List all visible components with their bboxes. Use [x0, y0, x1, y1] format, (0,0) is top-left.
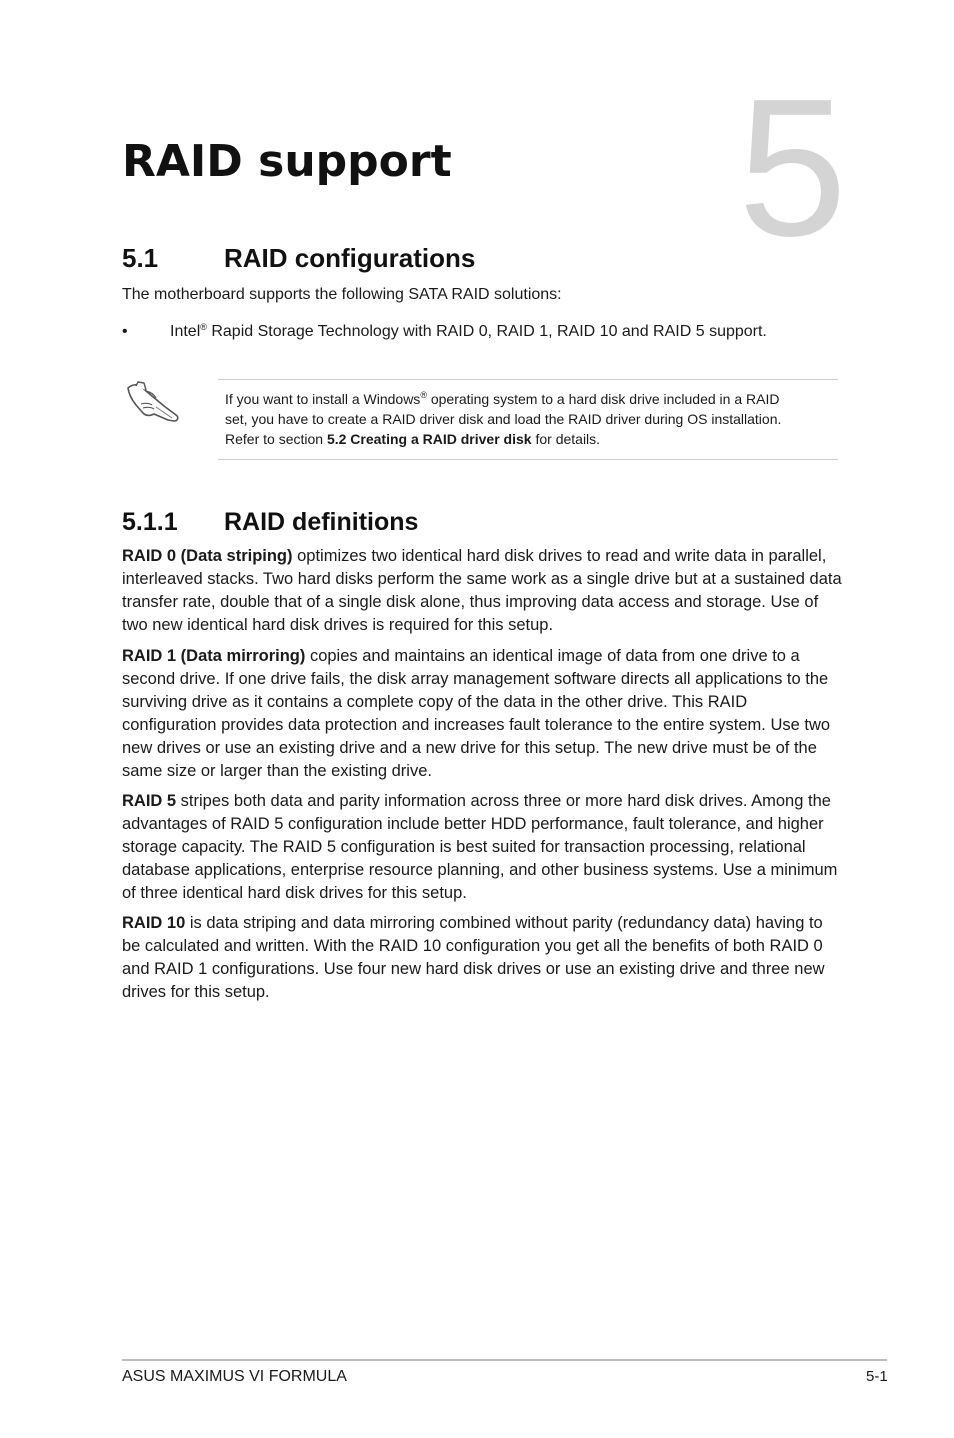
note-section-reference: 5.2 Creating a RAID driver disk: [326, 431, 532, 447]
section-heading: [122, 243, 475, 274]
bullet-text: Rapid Storage Technology with RAID 0, RAID 1, RAID 10 and RAID 5 support.: [206, 323, 767, 340]
subsection-number: 5.1.1: [122, 508, 178, 536]
section-number: 5.1: [122, 243, 159, 273]
note-top-rule: [218, 379, 838, 380]
note-text: for details.: [531, 431, 601, 447]
note-bottom-rule: [218, 459, 838, 460]
definition-text: optimizes two identical hard disk drives to read and write data in parallel, interleaved stacks. Two hard disks perform the same work as a single drive but at a sustained data transfer rate, double that of a single disk alone, thus improving data access and storage. Use of two new identical hard disk drives is required for this setup.: [122, 547, 842, 634]
section-title: RAID configurations: [224, 243, 476, 273]
registered-mark: ®: [420, 390, 427, 400]
subsection-title: RAID definitions: [224, 508, 419, 536]
footer-product: ASUS MAXIMUS VI FORMULA: [122, 1368, 347, 1385]
definition-term: RAID 1 (Data mirroring): [122, 647, 306, 665]
pointing-hand-icon: [124, 378, 184, 428]
definition-term: RAID 0 (Data striping): [122, 547, 293, 565]
bullet-item: [170, 320, 767, 343]
note-line-2: set, you have to create a RAID driver disk and load the RAID driver during OS installation.: [225, 411, 782, 427]
note-text: operating system to a hard disk drive included in a RAID: [426, 391, 780, 407]
note-text: Refer to section: [225, 431, 327, 447]
subsection-heading: [122, 507, 418, 537]
note-text: If you want to install a Windows: [225, 391, 421, 407]
definition-term: RAID 5: [122, 792, 177, 810]
definition-raid1: [122, 645, 842, 783]
bullet-marker: •: [122, 323, 128, 340]
page-number: 5-1: [866, 1368, 888, 1385]
chapter-number: 5: [738, 58, 848, 277]
definition-raid10: [122, 912, 842, 1004]
definition-term: RAID 10: [122, 914, 186, 932]
bullet-brand: Intel: [170, 323, 201, 340]
footer-rule: [122, 1359, 887, 1361]
section-intro: The motherboard supports the following SATA RAID solutions:: [122, 286, 562, 303]
definition-text: copies and maintains an identical image of data from one drive to a second drive. If one drive fails, the disk array management software directs all applications to the surviving drive as it contains a complete copy of the data in the other drive. This RAID configuration provides data protection and increases fault tolerance to the entire system. Use two new drives or use an existing drive and a new drive for this setup. The new drive must be of the same size or larger than the existing drive.: [122, 647, 831, 780]
definition-text: stripes both data and parity information across three or more hard disk drives. Among the advantages of RAID 5 configuration include better HDD performance, fault tolerance, and higher storage capacity. The RAID 5 configuration is best suited for transaction processing, relational database applications, enterprise resource planning, and other business systems. Use a minimum of three identical hard disk drives for this setup.: [122, 792, 838, 902]
definition-raid0: [122, 545, 842, 637]
note-line-3: [225, 430, 600, 450]
note-line-1: [225, 390, 779, 410]
definition-text: is data striping and data mirroring combined without parity (redundancy data) having to be calculated and written. With the RAID 10 configuration you get all the benefits of both RAID 0 and RAID 1 configurations. Use four new hard disk drives or use an existing drive and three new drives for this setup.: [122, 914, 825, 1001]
registered-mark: ®: [200, 322, 207, 332]
chapter-title: RAID support: [122, 136, 452, 187]
definition-raid5: [122, 790, 842, 905]
